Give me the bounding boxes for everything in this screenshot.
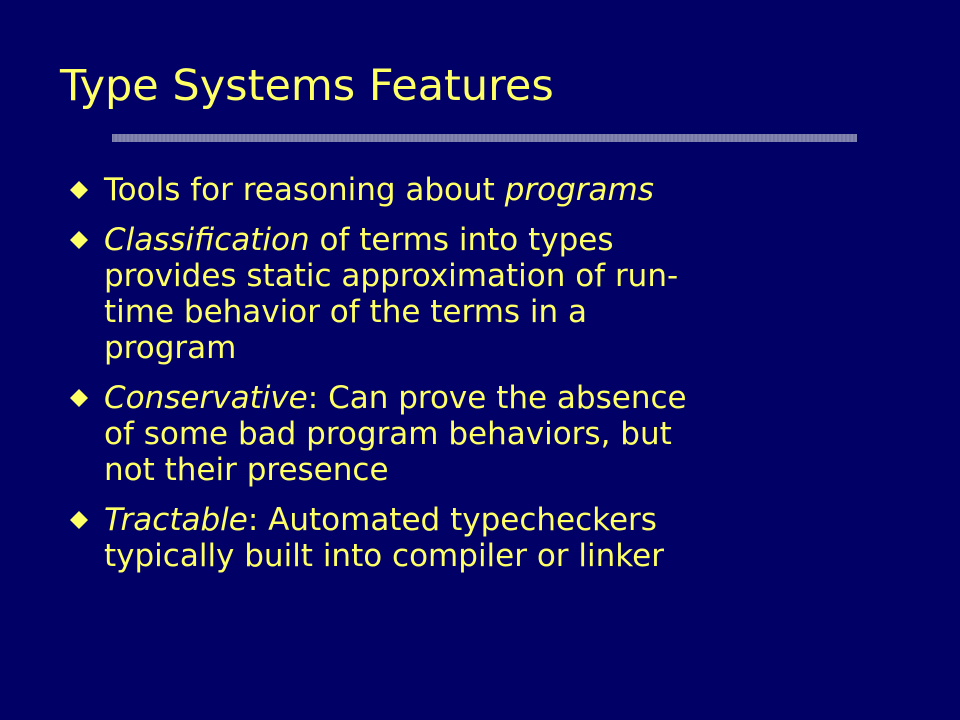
- bullet-text: provides static approximation of run-: [104, 258, 679, 294]
- bullet-text: : Automated typecheckers: [247, 502, 657, 538]
- diamond-bullet-icon: [70, 389, 88, 407]
- bullet-line: [104, 452, 908, 488]
- diamond-bullet-icon: [70, 511, 88, 529]
- bullet-item: [68, 502, 908, 574]
- diamond-bullet-icon: [70, 181, 88, 199]
- emphasized-term: Tractable: [104, 502, 248, 538]
- bullet-line: [104, 380, 908, 416]
- bullet-line: [104, 294, 908, 330]
- bullet-line: [104, 172, 908, 208]
- emphasized-term: programs: [504, 172, 654, 208]
- bullet-item: [68, 172, 908, 208]
- bullet-line: [104, 258, 908, 294]
- bullet-text: : Can prove the absence: [307, 380, 687, 416]
- bullet-item: [68, 222, 908, 366]
- bullet-text: of some bad program behaviors, but: [104, 416, 672, 452]
- diamond-bullet-icon: [70, 231, 88, 249]
- bullet-line: [104, 222, 908, 258]
- bullet-text: not their presence: [104, 452, 389, 488]
- bullet-list: [68, 172, 908, 588]
- emphasized-term: Conservative: [104, 380, 308, 416]
- emphasized-term: Classification: [104, 222, 310, 258]
- bullet-item: [68, 380, 908, 488]
- bullet-line: [104, 538, 908, 574]
- bullet-line: [104, 502, 908, 538]
- bullet-text: time behavior of the terms in a: [104, 294, 588, 330]
- title-divider: [112, 134, 857, 142]
- bullet-text: Tools for reasoning about: [104, 172, 505, 208]
- slide-title: Type Systems Features: [60, 61, 554, 111]
- bullet-text: typically built into compiler or linker: [104, 538, 664, 574]
- bullet-text: program: [104, 330, 237, 366]
- bullet-line: [104, 330, 908, 366]
- bullet-text: of terms into types: [309, 222, 614, 258]
- bullet-line: [104, 416, 908, 452]
